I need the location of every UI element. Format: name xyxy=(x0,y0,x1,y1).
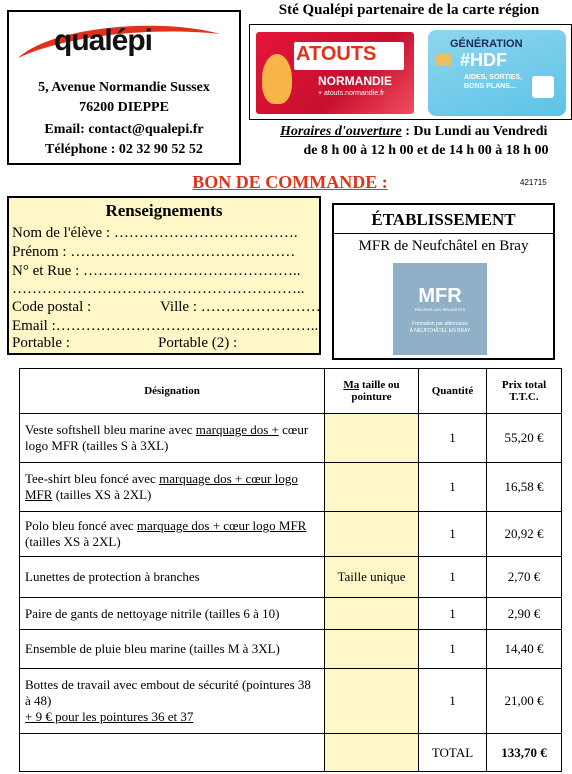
card1-line3: + atouts.normandie.fr xyxy=(318,90,385,97)
school-title: ÉTABLISSEMENT xyxy=(371,210,516,229)
table-row xyxy=(20,557,562,598)
card1-line1: ATOUTS xyxy=(296,43,377,65)
item-text: Tee-shirt bleu foncé avec xyxy=(25,471,160,486)
student-info-title: Renseignements xyxy=(105,201,223,220)
total-blank-cell xyxy=(20,734,325,772)
size-header-u: Ma xyxy=(343,379,360,391)
student-name-field[interactable]: Nom de l'élève : ………………………………. xyxy=(12,225,298,241)
item-quantity: 1 xyxy=(419,414,487,463)
order-form-title: BON DE COMMANDE : xyxy=(192,172,388,192)
price-header: Prix total T.T.C. xyxy=(487,369,562,414)
address-extra-field[interactable]: ………………………………………………….. xyxy=(12,281,305,297)
mfr-logo-line1: Formation par alternance xyxy=(412,321,468,327)
mfr-logo-line2: À NEUFCHÂTEL EN BRAY xyxy=(409,328,471,334)
opening-hours xyxy=(280,124,572,140)
card2-line3: AIDES, SORTIES, xyxy=(464,74,522,81)
student-firstname-field[interactable]: Prénom : ……………………………………… xyxy=(12,244,296,260)
item-text: Bottes de travail avec embout de sécurité (pointures 38 à 48) xyxy=(25,677,311,708)
item-text-rest: (tailles XS à 2XL) xyxy=(25,534,121,549)
designation-header: Désignation xyxy=(20,369,325,414)
item-designation xyxy=(20,463,325,512)
total-row xyxy=(20,734,562,772)
item-text-rest: cœur logo MFR (tailles S à 3XL) xyxy=(25,422,309,453)
qualepi-logo xyxy=(14,20,224,72)
item-quantity: 1 xyxy=(419,512,487,557)
item-designation: Ensemble de pluie bleu marine (tailles M à 3XL) xyxy=(20,630,325,669)
size-value: Taille unique xyxy=(325,557,419,598)
table-row xyxy=(20,512,562,557)
school-name: MFR de Neufchâtel en Bray xyxy=(358,238,529,254)
total-label: TOTAL xyxy=(419,734,487,772)
generation-hdf-card xyxy=(428,30,566,116)
card2-line2: #HDF xyxy=(460,50,508,70)
company-phone: Téléphone : 02 32 90 52 52 xyxy=(45,142,203,157)
item-surcharge-note: + 9 € pour les pointures 36 et 37 xyxy=(25,709,194,724)
table-row xyxy=(20,414,562,463)
item-price: 21,00 € xyxy=(487,669,562,734)
card2-line4: BONS PLANS... xyxy=(464,83,516,90)
order-table xyxy=(19,368,562,772)
total-value: 133,70 € xyxy=(487,734,562,772)
student-email-field[interactable]: Email :…………………………………………….. xyxy=(12,318,319,334)
mobile2-field[interactable]: Portable (2) : xyxy=(158,335,238,351)
postal-code-field[interactable]: Code postal : xyxy=(12,299,92,315)
item-quantity: 1 xyxy=(419,463,487,512)
table-row xyxy=(20,463,562,512)
item-text-underlined: marquage dos + xyxy=(195,422,279,437)
chip-icon xyxy=(436,54,452,66)
address-line1: 5, Avenue Normandie Sussex xyxy=(38,80,210,95)
size-input[interactable] xyxy=(325,669,419,734)
item-text-underlined: marquage dos + cœur logo MFR xyxy=(25,471,298,502)
street-field[interactable]: N° et Rue : …………………………………….. xyxy=(12,263,301,279)
item-quantity: 1 xyxy=(419,557,487,598)
size-input[interactable] xyxy=(325,463,419,512)
size-header-rest: taille ou pointure xyxy=(351,379,400,403)
item-designation xyxy=(20,512,325,557)
logo-text: qualépi xyxy=(54,24,153,57)
table-row xyxy=(20,669,562,734)
company-email[interactable]: Email: contact@qualepi.fr xyxy=(44,122,204,137)
card1-line2: NORMANDIE xyxy=(318,74,392,88)
partner-title: Sté Qualépi partenaire de la carte région xyxy=(278,2,540,18)
opening-hours-label: Horaires d'ouverture xyxy=(280,124,402,139)
mobile-field[interactable]: Portable : xyxy=(12,335,70,351)
item-price: 2,70 € xyxy=(487,557,562,598)
item-price: 20,92 € xyxy=(487,512,562,557)
item-text-rest: (tailles XS à 2XL) xyxy=(52,487,152,502)
size-input[interactable] xyxy=(325,598,419,630)
address-line2: 76200 DIEPPE xyxy=(79,100,169,115)
item-quantity: 1 xyxy=(419,630,487,669)
item-text: Polo bleu foncé avec xyxy=(25,518,137,533)
item-quantity: 1 xyxy=(419,669,487,734)
mfr-logo-sub: RÉUSSIR LES RÉUSSITES xyxy=(414,307,466,312)
quantity-header: Quantité xyxy=(419,369,487,414)
table-header-row xyxy=(20,369,562,414)
region-logo-icon xyxy=(532,76,554,98)
size-input[interactable] xyxy=(325,630,419,669)
item-designation: Lunettes de protection à branches xyxy=(20,557,325,598)
atouts-normandie-card xyxy=(256,32,414,114)
order-reference: 421715 xyxy=(520,178,547,187)
item-designation: Paire de gants de nettoyage nitrile (tailles 6 à 10) xyxy=(20,598,325,630)
item-price: 2,90 € xyxy=(487,598,562,630)
item-price: 55,20 € xyxy=(487,414,562,463)
card2-line1: GÉNÉRATION xyxy=(450,38,523,50)
item-price: 14,40 € xyxy=(487,630,562,669)
opening-times: de 8 h 00 à 12 h 00 et de 14 h 00 à 18 h 00 xyxy=(303,143,549,158)
item-designation xyxy=(20,414,325,463)
table-row xyxy=(20,598,562,630)
item-designation xyxy=(20,669,325,734)
size-input[interactable] xyxy=(325,512,419,557)
total-size-cell xyxy=(325,734,419,772)
size-header xyxy=(325,369,419,414)
size-input[interactable] xyxy=(325,414,419,463)
card1-people-icon xyxy=(262,54,292,104)
item-quantity: 1 xyxy=(419,598,487,630)
table-row xyxy=(20,630,562,669)
mfr-logo xyxy=(393,263,487,355)
city-field[interactable]: Ville : …………………… xyxy=(160,299,321,315)
item-text-underlined: marquage dos + cœur logo MFR xyxy=(136,518,307,533)
item-price: 16,58 € xyxy=(487,463,562,512)
mfr-logo-text: MFR xyxy=(418,285,462,307)
item-text: Veste softshell bleu marine avec xyxy=(25,422,196,437)
opening-days: : Du Lundi au Vendredi xyxy=(401,124,548,139)
school-divider xyxy=(334,233,553,234)
